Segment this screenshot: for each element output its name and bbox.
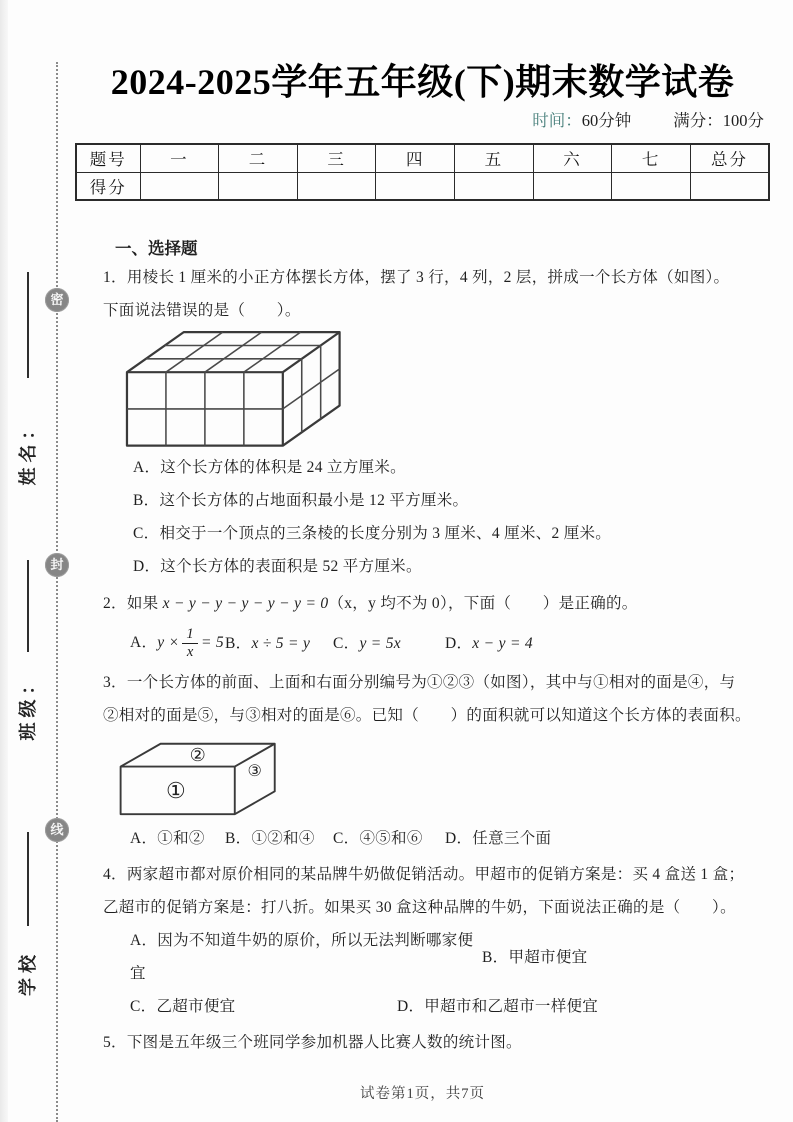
seal-stamp-mi: 密 — [45, 288, 69, 312]
q2-option-a-label: A． — [130, 633, 158, 651]
q3-stem-line2: ②相对的面是⑤，与③相对的面是⑥。已知（ ）的面积就可以知道这个长方体的表面积。 — [103, 707, 751, 724]
score-table-header-row — [76, 144, 769, 172]
q2-option-d — [445, 627, 533, 660]
q4-option-c: C．乙超市便宜 — [130, 998, 236, 1015]
score-table-header-label: 题号 — [76, 144, 140, 172]
time-label: 时间： — [532, 111, 582, 130]
q1-cuboid-figure — [113, 331, 770, 449]
score-col: 一 — [140, 144, 219, 172]
q2-option-a — [130, 626, 225, 660]
q2-option-c-label: C． — [333, 634, 360, 652]
score-col: 二 — [219, 144, 298, 172]
score-cell — [219, 172, 298, 200]
fullscore-value: 100分 — [722, 111, 764, 130]
fullscore-label: 满分： — [673, 111, 723, 130]
page-footer: 试卷第1页，共7页 — [360, 1086, 485, 1102]
score-col: 总分 — [690, 144, 769, 172]
q3-option-d: D．任意三个面 — [445, 830, 552, 847]
score-cell — [297, 172, 376, 200]
q3-stem-line1: 3．一个长方体的前面、上面和右面分别编号为①②③（如图），其中与①相对的面是④，与 — [103, 674, 736, 691]
q1-option-d: D．这个长方体的表面积是 52 平方厘米。 — [133, 558, 422, 575]
q3-cuboid-figure — [113, 736, 770, 820]
score-cell — [612, 172, 691, 200]
q2-stem — [103, 587, 770, 620]
q2-options-row — [130, 620, 770, 666]
score-col: 六 — [533, 144, 612, 172]
q2-option-b-label: B． — [225, 634, 252, 652]
q4-stem-line2: 乙超市的促销方案是：打八折。如果买 30 盒这种品牌的牛奶，下面说法正确的是（ ）。 — [103, 899, 736, 916]
seal-stamp-xian: 线 — [45, 818, 69, 842]
q2-option-a-result: = 5 — [200, 633, 224, 651]
q4-options-row2 — [130, 990, 770, 1023]
q1-stem-line2: 下面说法错误的是（ ）。 — [103, 302, 301, 319]
q2-option-d-expr: x − y = 4 — [472, 634, 533, 652]
q2-option-b-expr: x ÷ 5 = y — [251, 634, 311, 652]
q4-stem-line1: 4．两家超市都对原价相同的某品牌牛奶做促销活动。甲超市的促销方案是：买 4 盒送 1 盒； — [103, 866, 745, 883]
q2-option-d-label: D． — [445, 634, 473, 652]
q3-face-front-label: ① — [165, 778, 186, 803]
q2-number: 2． — [103, 595, 127, 612]
q1-stem-line1: 1．用棱长 1 厘米的小正方体摆长方体，摆了 3 行，4 列，2 层，拼成一个长方体（如图）。 — [103, 269, 730, 286]
q3-options-row — [130, 822, 770, 855]
fraction-numerator: 1 — [182, 627, 198, 644]
class-field-label: 班级： — [18, 671, 38, 741]
score-row-label: 得分 — [76, 172, 140, 200]
seal-stamp-feng: 封 — [45, 553, 69, 577]
fraction-denominator: x — [186, 643, 194, 660]
exam-meta — [75, 108, 770, 134]
q1-option-c: C．相交于一个顶点的三条棱的长度分别为 3 厘米、4 厘米、2 厘米。 — [133, 525, 612, 542]
score-col: 七 — [612, 144, 691, 172]
seal-dotted-line — [56, 62, 58, 1122]
q4-options-row1 — [130, 924, 770, 990]
school-field-label: 学校 — [18, 950, 38, 996]
q3-option-a: A．①和② — [130, 830, 205, 847]
score-cell — [533, 172, 612, 200]
scan-edge-shadow — [0, 0, 8, 1122]
name-field-label: 姓名： — [18, 416, 38, 486]
score-cell — [690, 172, 769, 200]
q2-equation: x − y − y − y − y − y = 0 — [162, 595, 329, 612]
q3-face-top-label: ② — [189, 744, 206, 765]
school-blank-line — [27, 832, 29, 926]
q2-option-c — [333, 627, 445, 660]
q2-stem-pre: 如果 — [126, 595, 163, 612]
exam-page — [75, 58, 770, 1059]
q2-option-b — [225, 627, 333, 660]
q2-option-a-expr: y × — [157, 633, 180, 651]
name-blank-line — [27, 272, 29, 378]
page-title: 2024-2025学年五年级(下)期末数学试卷 — [110, 62, 735, 102]
class-blank-line — [27, 560, 29, 652]
score-cell — [140, 172, 219, 200]
time-value: 60分钟 — [581, 111, 632, 130]
q4-option-d: D．甲超市和乙超市一样便宜 — [397, 998, 599, 1015]
q5-stem: 5．下图是五年级三个班同学参加机器人比赛人数的统计图。 — [103, 1034, 522, 1051]
score-col: 三 — [297, 144, 376, 172]
score-table — [75, 143, 770, 201]
q4-option-a: A．因为不知道牛奶的原价，所以无法判断哪家便宜 — [130, 932, 474, 982]
q3-option-c: C．④⑤和⑥ — [333, 830, 423, 847]
q3-option-b: B．①②和④ — [225, 830, 315, 847]
q4-option-b: B．甲超市便宜 — [482, 948, 588, 966]
score-col: 五 — [455, 144, 534, 172]
score-table-score-row — [76, 172, 769, 200]
score-cell — [376, 172, 455, 200]
score-cell — [455, 172, 534, 200]
fraction-one-over-x — [182, 627, 198, 660]
q2-option-c-expr: y = 5x — [359, 634, 401, 652]
q1-option-a: A．这个长方体的体积是 24 立方厘米。 — [133, 459, 406, 476]
q3-face-right-label: ③ — [247, 763, 262, 781]
score-col: 四 — [376, 144, 455, 172]
q1-option-b: B．这个长方体的占地面积最小是 12 平方厘米。 — [133, 492, 469, 509]
section-heading-choice: 一、选择题 — [115, 239, 198, 258]
q2-stem-post: （x，y 均不为 0），下面（ ）是正确的。 — [328, 595, 638, 612]
